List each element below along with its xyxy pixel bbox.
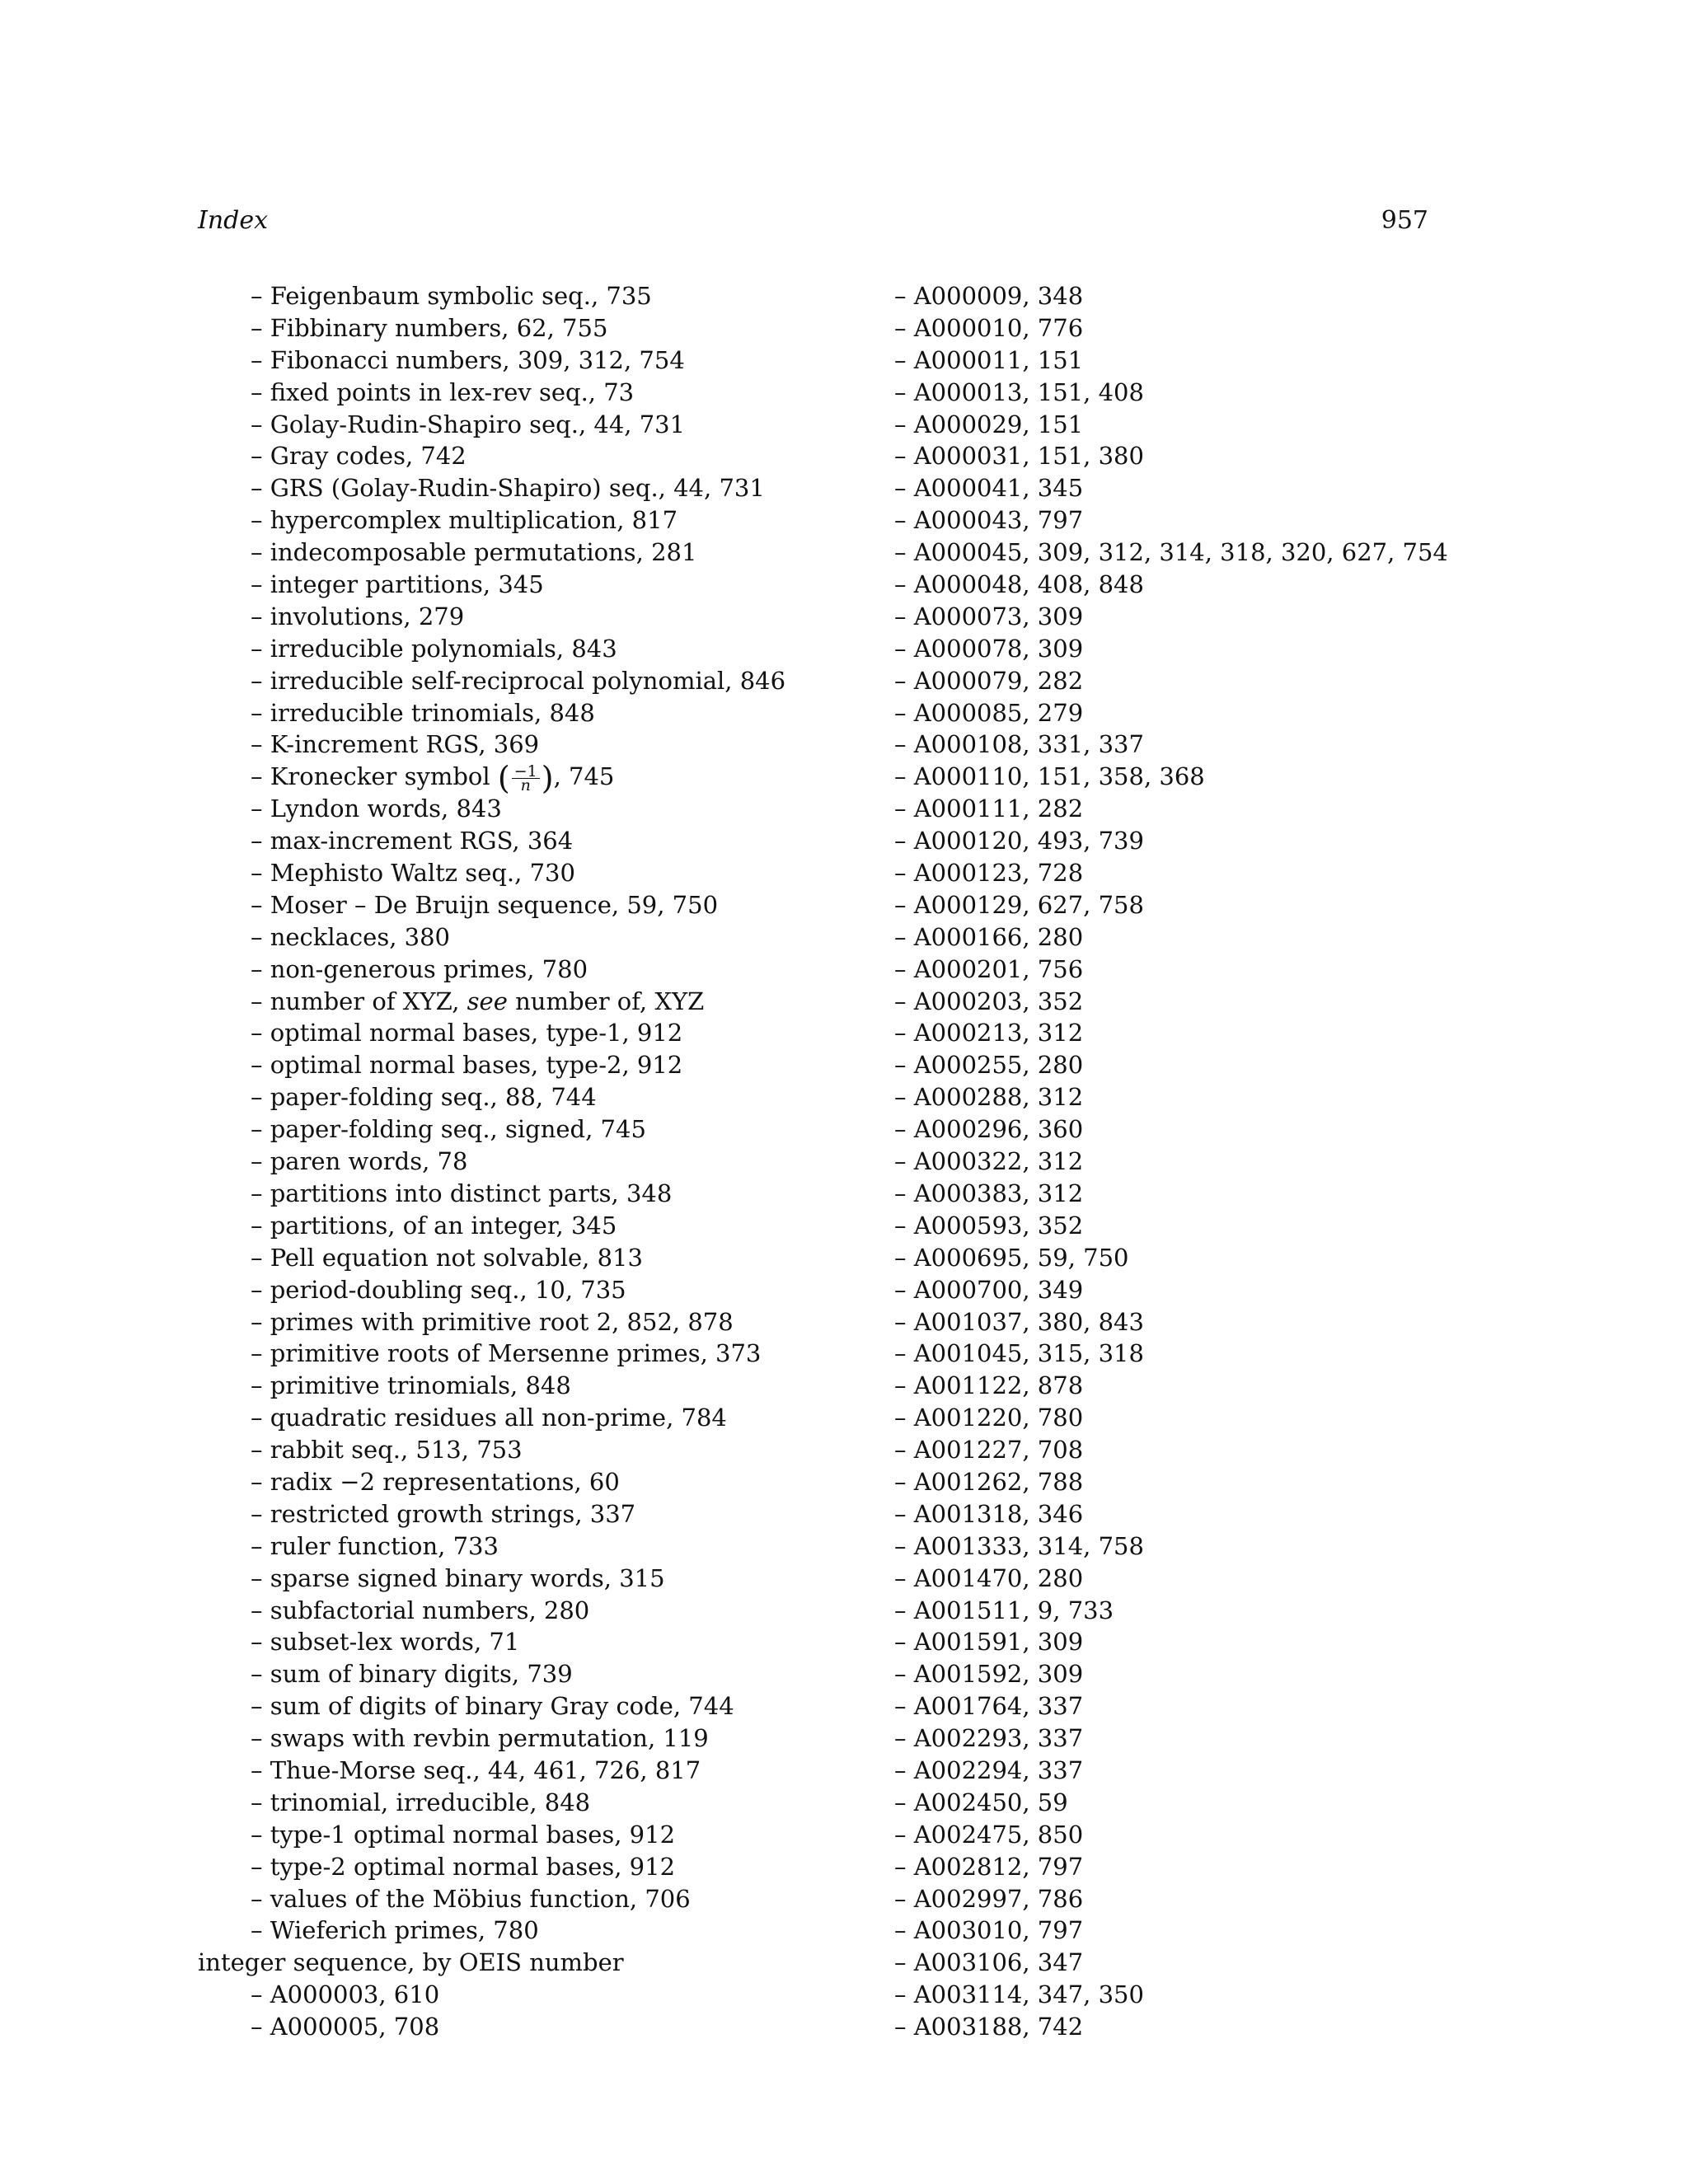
index-subentry: – A000009, 348 [894,282,1084,310]
index-subentry: – A000111, 282 [894,794,1084,823]
index-subentry: – A001591, 309 [894,1628,1084,1657]
index-subentry: – rabbit seq., 513, 753 [251,1436,523,1465]
index-subentry: – A000041, 345 [894,474,1084,503]
index-subentry: – Lyndon words, 843 [251,794,502,823]
entry-text: number of, XYZ [507,987,705,1015]
index-subentry: – Feigenbaum symbolic seq., 735 [251,282,652,310]
index-column-left [198,280,882,2043]
index-subentry: – A000010, 776 [894,313,1084,342]
index-subentry: – A001470, 280 [894,1563,1084,1592]
index-subentry: – A000085, 279 [894,698,1084,727]
index-subentry: – GRS (Golay-Rudin-Shapiro) seq., 44, 731 [251,474,765,503]
index-subentry: – hypercomplex multiplication, 817 [251,506,678,535]
index-subentry: – A001037, 380, 843 [894,1307,1144,1336]
index-subentry: – sum of binary digits, 739 [251,1660,573,1689]
index-subentry: – A000110, 151, 358, 368 [894,762,1205,791]
index-subentry: – indecomposable permutations, 281 [251,538,697,567]
entry-text: – number of XYZ, [251,987,467,1015]
index-subentry: – A001511, 9, 733 [894,1596,1114,1624]
index-subentry: – irreducible polynomials, 843 [251,634,617,663]
index-subentry: – paren words, 78 [251,1147,468,1176]
index-subentry: – A002997, 786 [894,1884,1084,1913]
index-main-entry: integer sequence, by OEIS number [198,1948,624,1977]
index-subentry: – A000383, 312 [894,1179,1084,1207]
kronecker-fraction [512,762,540,794]
page-number: 957 [1381,206,1428,235]
index-subentry: – A001592, 309 [894,1660,1084,1689]
index-subentry: – K-increment RGS, 369 [251,730,540,759]
index-subentry: – involutions, 279 [251,602,465,630]
index-subentry: – Thue-Morse seq., 44, 461, 726, 817 [251,1755,701,1784]
index-subentry: – A001318, 346 [894,1499,1084,1528]
index-subentry: – irreducible trinomials, 848 [251,698,595,727]
index-subentry: – A001045, 315, 318 [894,1339,1144,1368]
index-subentry: – Moser – De Bruijn sequence, 59, 750 [251,890,719,919]
index-subentry: – A000593, 352 [894,1211,1084,1240]
index-subentry: – A001764, 337 [894,1692,1084,1721]
index-subentry: – Wieferich primes, 780 [251,1916,539,1945]
index-subentry: – paper-folding seq., signed, 745 [251,1115,646,1144]
index-subentry: – A000296, 360 [894,1115,1084,1144]
index-subentry: – A002812, 797 [894,1852,1084,1881]
index-subentry: – A001262, 788 [894,1467,1084,1496]
index-subentry: – A000123, 728 [894,859,1084,888]
index-subentry: – A000700, 349 [894,1275,1084,1304]
index-subentry: – A000213, 312 [894,1019,1084,1047]
fraction-numerator: −1 [512,765,540,779]
index-subentry: – trinomial, irreducible, 848 [251,1788,591,1816]
index-subentry: – type-2 optimal normal bases, 912 [251,1852,676,1881]
index-subentry: – primitive roots of Mersenne primes, 373 [251,1339,762,1368]
index-subentry: – A003114, 347, 350 [894,1980,1144,2009]
see-reference: see [467,987,508,1015]
index-subentry: – A000166, 280 [894,922,1084,951]
index-subentry: – A002475, 850 [894,1820,1084,1849]
index-subentry: – fixed points in lex-rev seq., 73 [251,377,635,406]
index-subentry: – restricted growth strings, 337 [251,1499,636,1528]
index-subentry: – sum of digits of binary Gray code, 744 [251,1692,734,1721]
index-subentry: – Golay-Rudin-Shapiro seq., 44, 731 [251,410,686,438]
index-subentry: – A003188, 742 [894,2013,1084,2041]
index-subentry: – A000073, 309 [894,602,1084,630]
index-subentry: – A000003, 610 [251,1980,440,2009]
index-subentry: – A002294, 337 [894,1755,1084,1784]
index-subentry: – A000048, 408, 848 [894,570,1144,599]
index-subentry: – A001122, 878 [894,1371,1084,1400]
index-subentry: – A001227, 708 [894,1436,1084,1465]
right-paren: ) [541,760,554,797]
index-subentry [198,986,882,1018]
index-subentry: – Fibbinary numbers, 62, 755 [251,313,608,342]
index-subentry: – Gray codes, 742 [251,442,467,471]
left-paren: ( [497,760,510,797]
index-subentry: – A000288, 312 [894,1083,1084,1112]
entry-text: – Kronecker symbol [251,762,498,791]
index-subentry: – max-increment RGS, 364 [251,827,574,855]
index-subentry: – A000120, 493, 739 [894,827,1144,855]
index-subentry: – A000011, 151 [894,345,1084,374]
index-column-right [894,280,1488,2043]
index-subentry: – partitions into distinct parts, 348 [251,1179,673,1207]
index-subentry: – A001220, 780 [894,1404,1084,1432]
index-subentry: – A000045, 309, 312, 314, 318, 320, 627, 754 [894,538,1448,567]
index-subentry: – A000031, 151, 380 [894,442,1144,471]
index-subentry: – type-1 optimal normal bases, 912 [251,1820,676,1849]
index-subentry: – A003010, 797 [894,1916,1084,1945]
index-subentry: – swaps with revbin permutation, 119 [251,1724,709,1753]
running-title: Index [198,206,269,235]
index-subentry: – period-doubling seq., 10, 735 [251,1275,626,1304]
index-subentry: – A000078, 309 [894,634,1084,663]
index-subentry: – A001333, 314, 758 [894,1531,1144,1560]
index-subentry: – Pell equation not solvable, 813 [251,1243,643,1272]
index-subentry: – A000043, 797 [894,506,1084,535]
index-subentry: – A000108, 331, 337 [894,730,1144,759]
index-subentry: – A000029, 151 [894,410,1084,438]
index-subentry: – primes with primitive root 2, 852, 878 [251,1307,734,1336]
index-subentry [198,760,882,797]
index-subentry: – subfactorial numbers, 280 [251,1596,590,1624]
index-subentry: – A000255, 280 [894,1051,1084,1080]
index-subentry: – A000129, 627, 758 [894,890,1144,919]
index-subentry: – partitions, of an integer, 345 [251,1211,617,1240]
index-subentry: – A000013, 151, 408 [894,377,1144,406]
index-subentry: – A000079, 282 [894,666,1084,695]
page-header [198,203,1428,239]
index-subentry: – A000322, 312 [894,1147,1084,1176]
entry-pages: , 745 [553,762,615,791]
index-subentry: – A000695, 59, 750 [894,1243,1129,1272]
index-subentry: – A002450, 59 [894,1788,1068,1816]
fraction-denominator: n [520,776,531,794]
index-subentry: – Fibonacci numbers, 309, 312, 754 [251,345,685,374]
index-subentry: – irreducible self-reciprocal polynomial, 846 [251,666,786,695]
index-subentry: – optimal normal bases, type-1, 912 [251,1019,683,1047]
index-subentry: – ruler function, 733 [251,1531,499,1560]
index-subentry: – quadratic residues all non-prime, 784 [251,1404,727,1432]
index-subentry: – A002293, 337 [894,1724,1084,1753]
index-subentry: – A000005, 708 [251,2013,440,2041]
index-subentry: – A000203, 352 [894,987,1084,1015]
index-subentry: – subset-lex words, 71 [251,1628,520,1657]
index-subentry: – integer partitions, 345 [251,570,544,599]
index-subentry: – necklaces, 380 [251,922,451,951]
index-subentry: – sparse signed binary words, 315 [251,1563,665,1592]
index-subentry: – A000201, 756 [894,954,1084,983]
index-subentry: – paper-folding seq., 88, 744 [251,1083,597,1112]
index-subentry: – radix −2 representations, 60 [251,1467,620,1496]
index-subentry: – Mephisto Waltz seq., 730 [251,859,575,888]
index-subentry: – values of the Möbius function, 706 [251,1884,691,1913]
index-subentry: – non-generous primes, 780 [251,954,588,983]
index-subentry: – optimal normal bases, type-2, 912 [251,1051,683,1080]
index-subentry: – primitive trinomials, 848 [251,1371,571,1400]
index-subentry: – A003106, 347 [894,1948,1084,1977]
